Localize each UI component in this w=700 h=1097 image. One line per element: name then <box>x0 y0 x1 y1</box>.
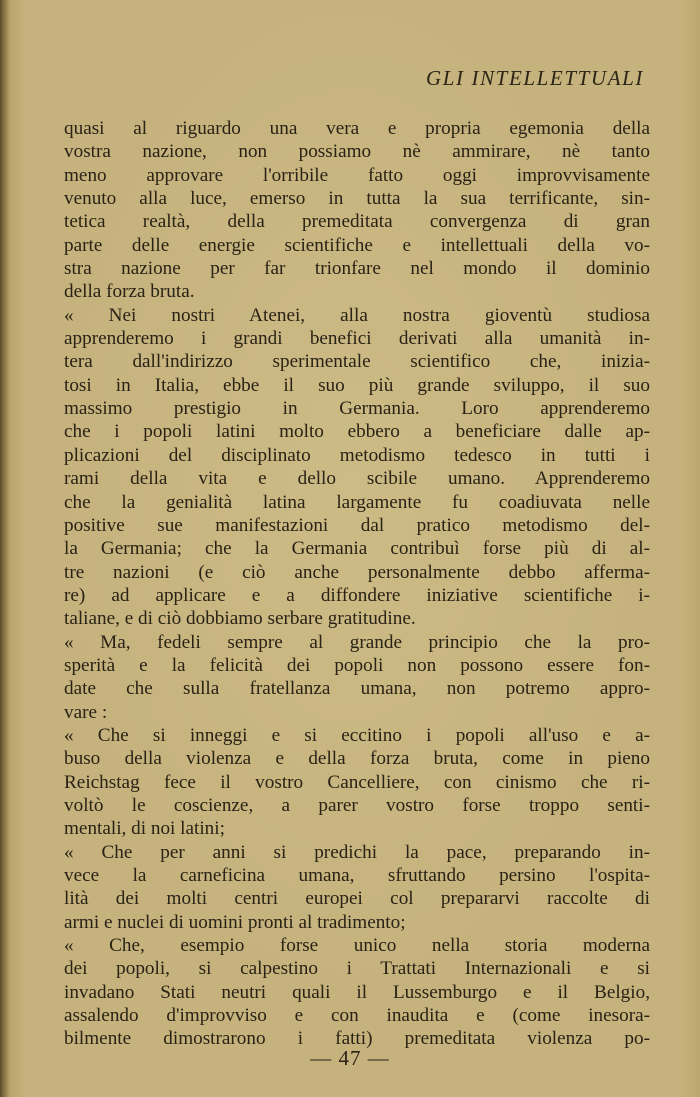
text-line: vece la carneficina umana, sfruttando persino l'ospita- <box>64 865 650 886</box>
text-line: tera dall'indirizzo sperimentale scientifico che, inizia- <box>64 351 650 373</box>
text-line: che la genialità latina largamente fu coadiuvata nelle <box>64 491 650 513</box>
text-line: lità dei molti centri europei col prepararvi raccolte di <box>64 888 650 910</box>
text-line: rami della vita e dello scibile umano. Apprenderemo <box>64 468 650 490</box>
text-line: assalendo d'improvviso e con inaudita e (come inesora- <box>64 1005 650 1027</box>
text-line: invadano Stati neutri quali il Lussemburgo e il Belgio, <box>64 981 650 1003</box>
text-line: vostra nazione, non possiamo nè ammirare, nè tanto <box>64 141 650 163</box>
text-line: « Che, esempio forse unico nella storia moderna <box>64 935 650 957</box>
text-line: quasi al riguardo una vera e propria egemonia della <box>64 118 650 139</box>
text-line: bilmente dimostrarono i fatti) premeditata violenza po- <box>64 1028 650 1050</box>
text-line: la Germania; che la Germania contribuì forse più di al- <box>64 538 650 560</box>
text-line: tre nazioni (e ciò anche personalmente debbo affermа- <box>64 561 650 583</box>
text-line: buso della violenza e della forza bruta, come in pieno <box>64 748 650 770</box>
page-number: — 47 — <box>310 1046 390 1070</box>
text-line: « Che si inneggi e si eccitino i popoli all'uso e a- <box>64 724 650 746</box>
text-line: plicazioni del disciplinato metodismo tedesco in tutti i <box>64 444 650 466</box>
text-line: vare : <box>64 701 108 723</box>
text-line: positive sue manifestazioni dal pratico metodismo del- <box>64 514 650 536</box>
text-line: che i popoli latini molto ebbero a beneficiare dalle ap- <box>64 421 650 443</box>
text-line: voltò le coscienze, a parer vostro forse troppo senti- <box>64 794 650 816</box>
text-line: « Ma, fedeli sempre al grande principio che la pro- <box>64 631 650 653</box>
text-line: taliane, e di ciò dobbiamo serbare gratitudine. <box>64 608 416 630</box>
text-line: re) ad applicare e a diffondere iniziative scientifiche i- <box>64 584 650 606</box>
body-text <box>64 117 650 1051</box>
text-line: massimo prestigio in Germania. Loro apprenderemo <box>64 398 650 420</box>
text-line: apprenderemo i grandi benefici derivati alla umanità in- <box>64 328 650 350</box>
text-line: « Nei nostri Atenei, alla nostra gioventù studiosa <box>64 304 650 326</box>
text-line: sperità e la felicità dei popoli non possono essere fon- <box>64 654 650 676</box>
text-line: tetica realtà, della premeditata convergenza di gran <box>64 211 650 233</box>
text-line: date che sulla fratellanza umana, non potremo appro- <box>64 678 650 700</box>
text-line: tosi in Italia, ebbe il suo più grande sviluppo, il suo <box>64 374 650 396</box>
text-line: armi e nuclei di uomini pronti al tradimento; <box>64 911 406 933</box>
text-line: parte delle energie scientifiche e intellettuali della vo- <box>64 234 650 256</box>
text-line: « Che per anni si predichi la pace, preparando in- <box>64 841 650 863</box>
text-line: Reichstag fece il vostro Cancelliere, con cinismo che ri- <box>64 771 650 793</box>
text-line: stra nazione per far trionfare nel mondo il dominio <box>64 258 650 280</box>
text-line: venuto alla luce, emerso in tutta la sua terrificante, sin- <box>64 188 650 210</box>
text-line: dei popoli, si calpestino i Trattati Internazionali e si <box>64 958 650 980</box>
text-line: della forza bruta. <box>64 281 195 303</box>
running-head: GLI INTELLETTUALI <box>425 66 644 90</box>
text-line: mentali, di noi latini; <box>64 818 225 840</box>
text-line: meno approvare l'orribile fatto oggi improvvisamente <box>64 164 650 186</box>
